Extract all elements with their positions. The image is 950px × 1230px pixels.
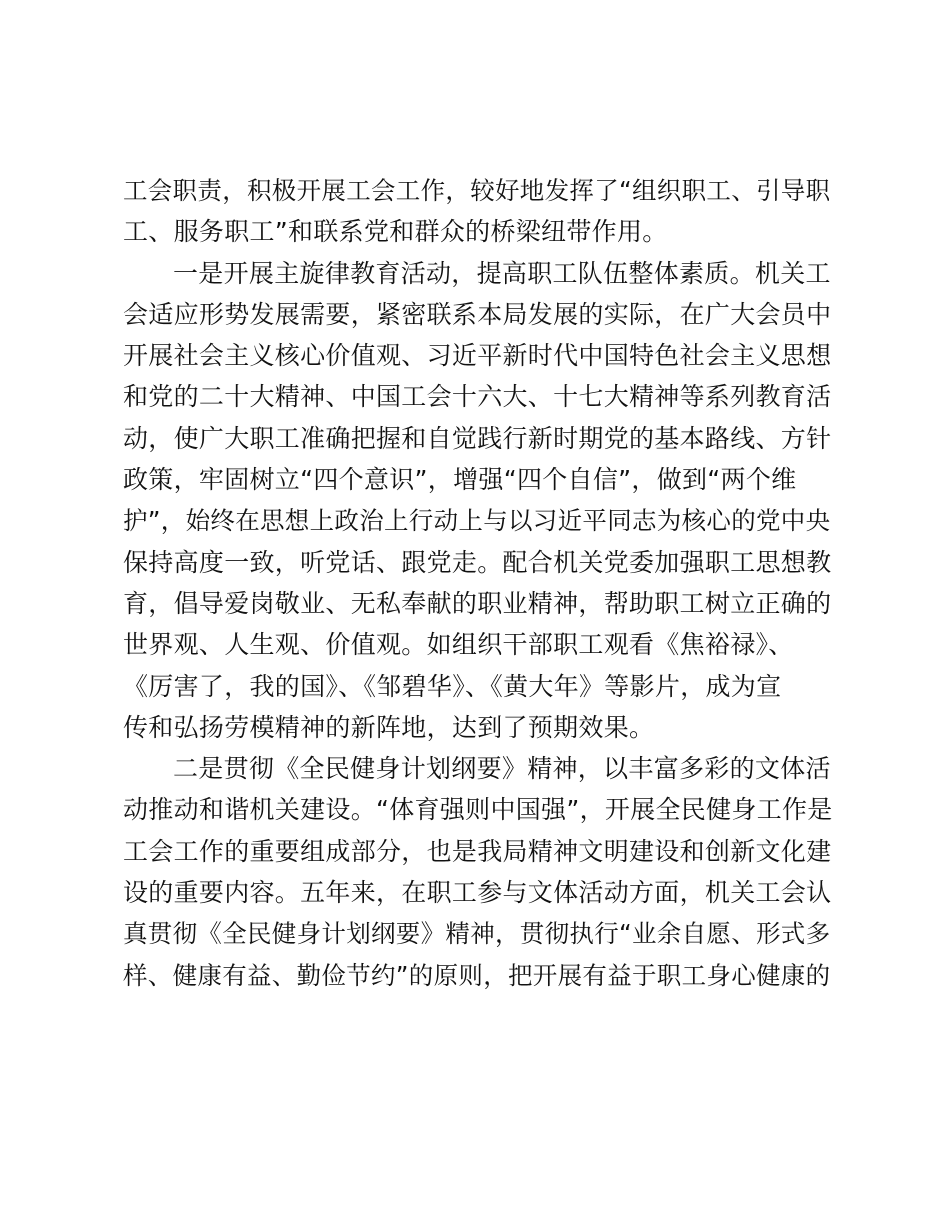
paragraph-start-line: 二是贯彻《全民健身计划纲要》精神，以丰富多彩的文体活 [173, 754, 831, 784]
text-line: 样、健康有益、勤俭节约”的原则，把开展有益于职工身心健康的 [123, 960, 831, 990]
paragraph-start-line: 一是开展主旋律教育活动，提高职工队伍整体素质。机关工 [173, 258, 831, 288]
text-line: 开展社会主义核心价值观、习近平新时代中国特色社会主义思想 [123, 341, 832, 371]
text-line: 真贯彻《全民健身计划纲要》精神，贯彻执行“业余自愿、形式多 [123, 919, 831, 949]
text-line: 育，倡导爱岗敬业、无私奉献的职业精神，帮助职工树立正确的 [123, 588, 832, 618]
text-line: 会适应形势发展需要，紧密联系本局发展的实际，在广大会员中 [123, 299, 832, 329]
text-line: 世界观、人生观、价值观。如组织干部职工观看《焦裕禄》、 [123, 630, 794, 660]
text-line: 护”，始终在思想上政治上行动上与以习近平同志为核心的党中央 [123, 506, 831, 536]
text-line: 工、服务职工”和联系党和群众的桥梁纽带作用。 [123, 217, 668, 247]
text-line: 政策，牢固树立“四个意识”，增强“四个自信”，做到“两个维 [123, 465, 797, 495]
text-line: 《厉害了，我的国》、《邹碧华》、《黄大年》等影片，成为宣 [123, 671, 782, 701]
text-line: 工会职责，积极开展工会工作，较好地发挥了“组织职工、引导职 [123, 176, 831, 205]
text-line: 设的重要内容。五年来，在职工参与文体活动方面，机关工会认 [123, 878, 832, 908]
body-text [123, 170, 843, 996]
text-line: 保持高度一致，听党话、跟党走。配合机关党委加强职工思想教 [123, 547, 832, 577]
text-line: 动，使广大职工准确把握和自觉践行新时期党的基本路线、方针 [123, 423, 832, 453]
text-line: 工会工作的重要组成部分，也是我局精神文明建设和创新文化建 [123, 836, 832, 866]
text-line: 和党的二十大精神、中国工会十六大、十七大精神等系列教育活 [123, 382, 832, 412]
text-line: 传和弘扬劳模精神的新阵地，达到了预期效果。 [123, 712, 655, 742]
text-line: 动推动和谐机关建设。“体育强则中国强”，开展全民健身工作是 [123, 795, 833, 825]
